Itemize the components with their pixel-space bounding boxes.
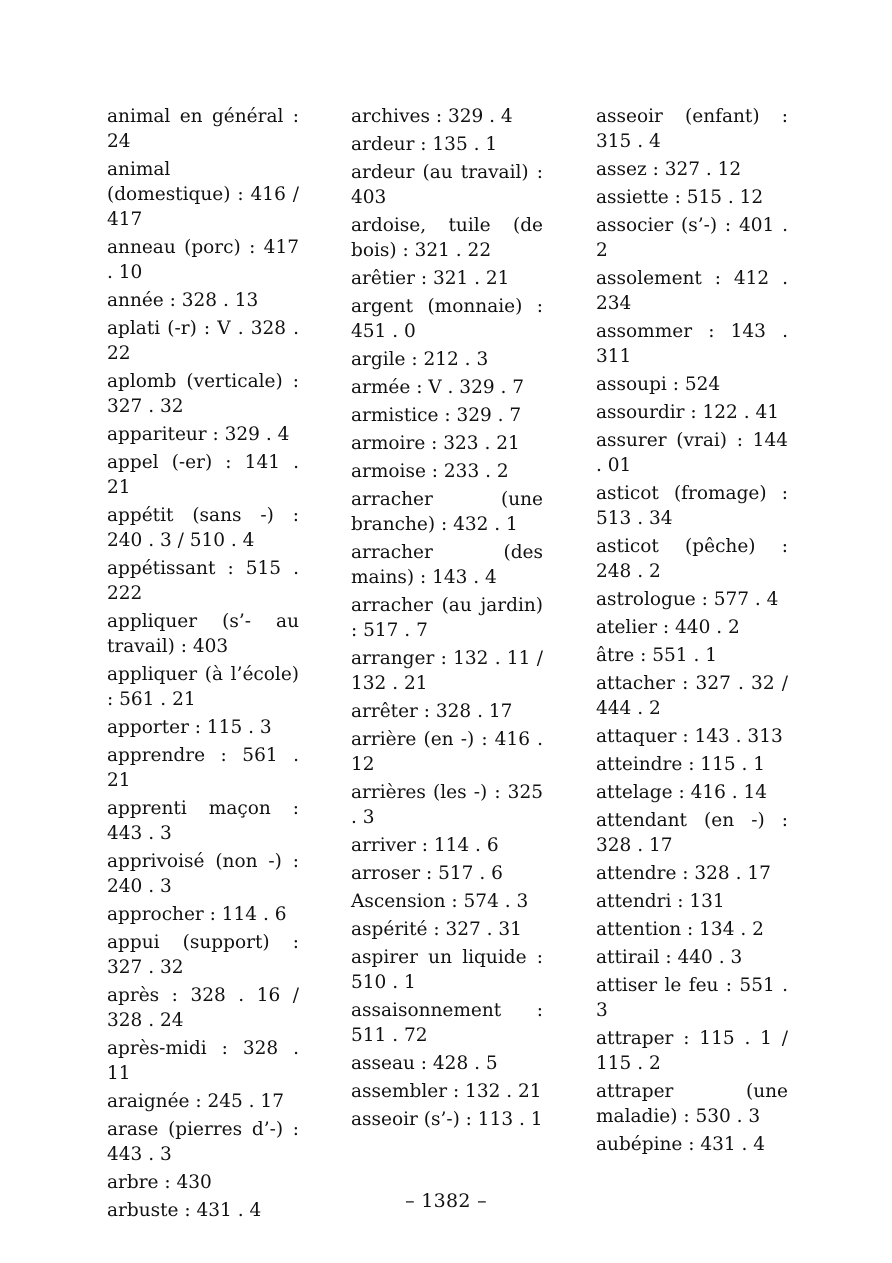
index-entry: arrière (en -) : 416 . 12 [351, 729, 543, 775]
index-entry: assommer : 143 . 311 [596, 321, 788, 367]
index-entry: arêtier : 321 . 21 [351, 268, 510, 289]
index-entry: armoire : 323 . 21 [351, 433, 520, 454]
index-entry: appariteur : 329 . 4 [107, 424, 290, 445]
index-entry: associer (s’-) : 401 . 2 [596, 215, 788, 261]
index-entry: attaquer : 143 . 313 [596, 726, 783, 747]
index-entry: attraper (une maladie) : 530 . 3 [596, 1081, 788, 1127]
index-entry: après-midi : 328 . 11 [107, 1038, 299, 1084]
index-entry: appliquer (s’- au travail) : 403 [107, 611, 299, 657]
index-entry: après : 328 . 16 / 328 . 24 [107, 985, 299, 1031]
index-entry: attelage : 416 . 14 [596, 782, 768, 803]
index-entry: animal en général : 24 [107, 106, 299, 152]
index-entry: appétit (sans -) : 240 . 3 / 510 . 4 [107, 505, 299, 551]
index-entry: arrières (les -) : 325 . 3 [351, 782, 543, 828]
index-entry: apprivoisé (non -) : 240 . 3 [107, 851, 299, 897]
index-entry: arracher (des mains) : 143 . 4 [351, 542, 543, 588]
index-entry: appel (-er) : 141 . 21 [107, 452, 299, 498]
index-entry: arriver : 114 . 6 [351, 835, 499, 856]
index-entry: arbuste : 431 . 4 [107, 1200, 262, 1221]
index-entry: année : 328 . 13 [107, 290, 259, 311]
index-entry: armistice : 329 . 7 [351, 405, 522, 426]
index-entry: assaisonnement : 511 . 72 [351, 1000, 543, 1046]
index-entry: appliquer (à l’école) : 561 . 21 [107, 664, 299, 710]
index-entry: attacher : 327 . 32 / 444 . 2 [596, 673, 788, 719]
page-number: – 1382 – [405, 1190, 487, 1212]
index-entry: assolement : 412 . 234 [596, 268, 788, 314]
index-entry: armée : V . 329 . 7 [351, 377, 525, 398]
index-entry: assiette : 515 . 12 [596, 187, 764, 208]
index-entry: aspirer un liquide : 510 . 1 [351, 947, 543, 993]
index-entry: apprenti maçon : 443 . 3 [107, 798, 299, 844]
index-entry: assurer (vrai) : 144 . 01 [596, 430, 788, 476]
index-column-3 [596, 104, 788, 1160]
index-entry: attendre : 328 . 17 [596, 863, 771, 884]
index-entry: attiser le feu : 551 . 3 [596, 975, 788, 1021]
index-entry: armoise : 233 . 2 [351, 461, 509, 482]
index-entry: atteindre : 115 . 1 [596, 754, 766, 775]
index-entry: argent (monnaie) : 451 . 0 [351, 296, 543, 342]
index-entry: asseoir (s’-) : 113 . 1 [351, 1109, 543, 1130]
index-entry: attention : 134 . 2 [596, 919, 764, 940]
index-entry: ardoise, tuile (de bois) : 321 . 22 [351, 215, 543, 261]
index-entry: arbre : 430 [107, 1172, 212, 1193]
index-entry: assembler : 132 . 21 [351, 1081, 542, 1102]
index-entry: arracher (une branche) : 432 . 1 [351, 489, 543, 535]
index-entry: attendri : 131 [596, 891, 725, 912]
index-entry: arrêter : 328 . 17 [351, 701, 513, 722]
index-entry: archives : 329 . 4 [351, 106, 513, 127]
index-entry: appui (support) : 327 . 32 [107, 932, 299, 978]
index-entry: astrologue : 577 . 4 [596, 589, 779, 610]
index-entry: assourdir : 122 . 41 [596, 402, 780, 423]
index-entry: arranger : 132 . 11 / 132 . 21 [351, 648, 543, 694]
index-entry: aspérité : 327 . 31 [351, 919, 522, 940]
index-entry: aplati (-r) : V . 328 . 22 [107, 318, 299, 364]
index-entry: argile : 212 . 3 [351, 349, 489, 370]
index-entry: araignée : 245 . 17 [107, 1091, 284, 1112]
index-entry: approcher : 114 . 6 [107, 904, 287, 925]
index-entry: attirail : 440 . 3 [596, 947, 743, 968]
index-entry: âtre : 551 . 1 [596, 645, 717, 666]
index-entry: aubépine : 431 . 4 [596, 1134, 766, 1155]
index-entry: ardeur (au travail) : 403 [351, 162, 543, 208]
index-entry: assoupi : 524 [596, 374, 721, 395]
index-entry: asseoir (enfant) : 315 . 4 [596, 106, 788, 152]
index-entry: attendant (en -) : 328 . 17 [596, 810, 788, 856]
index-entry: attraper : 115 . 1 / 115 . 2 [596, 1028, 788, 1074]
index-entry: atelier : 440 . 2 [596, 617, 740, 638]
index-entry: arase (pierres d’-) : 443 . 3 [107, 1119, 299, 1165]
index-entry: apporter : 115 . 3 [107, 717, 272, 738]
index-entry: assez : 327 . 12 [596, 159, 742, 180]
index-column-1 [107, 104, 299, 1226]
index-entry: appétissant : 515 . 222 [107, 558, 299, 604]
index-entry: asseau : 428 . 5 [351, 1053, 498, 1074]
index-entry: anneau (porc) : 417 . 10 [107, 237, 299, 283]
index-entry: animal (domestique) : 416 / 417 [107, 159, 299, 230]
index-column-2 [351, 104, 543, 1135]
index-entry: Ascension : 574 . 3 [351, 891, 529, 912]
index-entry: asticot (fromage) : 513 . 34 [596, 483, 788, 529]
index-entry: ardeur : 135 . 1 [351, 134, 498, 155]
index-entry: asticot (pêche) : 248 . 2 [596, 536, 788, 582]
index-entry: apprendre : 561 . 21 [107, 745, 299, 791]
index-entry: aplomb (verticale) : 327 . 32 [107, 371, 299, 417]
index-entry: arroser : 517 . 6 [351, 863, 503, 884]
index-entry: arracher (au jardin) : 517 . 7 [351, 595, 543, 641]
